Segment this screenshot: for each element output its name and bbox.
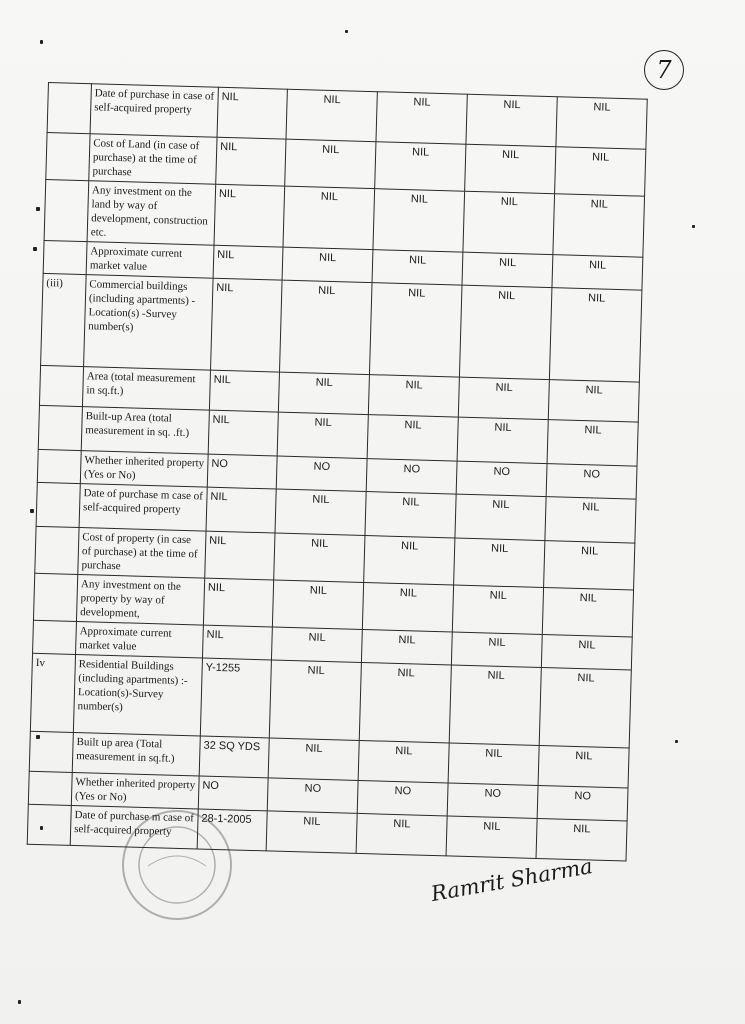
row-value-cell: NIL bbox=[268, 738, 359, 780]
signature: Ramrit Sharma bbox=[429, 853, 595, 907]
row-value-cell: 28-1-2005 bbox=[197, 809, 267, 851]
scan-speck bbox=[345, 30, 348, 33]
row-value-cell: NIL bbox=[553, 194, 645, 257]
row-serial-number bbox=[33, 620, 77, 654]
row-label: Date of purchase m case of self-acquired property bbox=[70, 805, 198, 849]
row-label: Cost of property (in case of purchase) at the time of purchase bbox=[78, 528, 206, 579]
row-value-cell: NIL bbox=[458, 377, 549, 419]
row-value-cell: NO bbox=[366, 459, 457, 495]
row-value-cell: NIL bbox=[465, 144, 556, 193]
row-value-cell: NIL bbox=[372, 250, 463, 286]
row-value-cell: NIL bbox=[454, 538, 545, 587]
row-value-cell: NO bbox=[447, 783, 538, 819]
row-value-cell: 32 SQ YDS bbox=[199, 736, 269, 778]
row-value-cell: NIL bbox=[373, 189, 465, 252]
official-seal-stamp bbox=[118, 806, 236, 924]
row-serial-number bbox=[28, 771, 72, 805]
row-label: Any investment on the land by way of development, construction etc. bbox=[87, 181, 216, 246]
row-serial-number bbox=[43, 240, 87, 274]
row-value-cell: NIL bbox=[216, 137, 286, 186]
page-number: 7 bbox=[656, 56, 672, 84]
property-table-wrap bbox=[27, 82, 648, 861]
row-value-cell: NO bbox=[357, 780, 448, 816]
row-value-cell: NIL bbox=[269, 660, 361, 740]
row-serial-number: Iv bbox=[30, 653, 75, 732]
row-value-cell: NIL bbox=[266, 811, 357, 853]
row-value-cell: NO bbox=[456, 461, 547, 497]
row-value-cell: NIL bbox=[285, 139, 376, 188]
row-label: Residential Buildings (including apartments) :- Location(s)-Survey number(s) bbox=[73, 654, 202, 736]
row-value-cell: NIL bbox=[362, 583, 453, 632]
row-value-cell: NIL bbox=[539, 668, 631, 748]
row-serial-number bbox=[44, 179, 89, 241]
scan-speck bbox=[40, 40, 43, 44]
row-value-cell: NIL bbox=[356, 813, 447, 855]
row-serial-number bbox=[27, 804, 71, 845]
row-serial-number bbox=[37, 449, 81, 483]
row-label: Any investment on the property by way of development, bbox=[76, 575, 204, 626]
row-value-cell: NIL bbox=[205, 531, 275, 580]
scan-speck bbox=[30, 509, 34, 513]
row-value-cell: NIL bbox=[271, 627, 362, 663]
row-value-cell: NIL bbox=[203, 578, 273, 627]
row-value-cell: NIL bbox=[278, 372, 369, 414]
row-value-cell: NIL bbox=[368, 375, 459, 417]
row-value-cell: NIL bbox=[364, 536, 455, 585]
row-value-cell: NIL bbox=[462, 252, 553, 288]
row-value-cell: NO bbox=[276, 456, 367, 492]
row-value-cell: NIL bbox=[359, 662, 451, 742]
row-value-cell: NIL bbox=[547, 420, 638, 466]
row-label: Date of purchase in case of self-acquired property bbox=[90, 84, 218, 138]
row-value-cell: NIL bbox=[536, 818, 627, 860]
row-serial-number bbox=[36, 482, 80, 527]
row-value-cell: NIL bbox=[375, 142, 466, 191]
row-value-cell: NIL bbox=[455, 494, 546, 540]
row-value-cell: NO bbox=[546, 464, 637, 500]
row-value-cell: NIL bbox=[544, 541, 635, 590]
row-value-cell: NIL bbox=[545, 497, 636, 543]
row-value-cell: NIL bbox=[214, 184, 285, 247]
row-label: Built up area (Total measurement in sq.ft.) bbox=[72, 732, 200, 776]
row-value-cell: NIL bbox=[361, 629, 452, 665]
row-serial-number bbox=[33, 573, 77, 621]
row-value-cell: NIL bbox=[459, 285, 552, 379]
row-label: Built-up Area (total measurement in sq. .ft.) bbox=[81, 407, 209, 455]
row-value-cell: NIL bbox=[208, 410, 278, 456]
row-value-cell: NIL bbox=[217, 87, 287, 139]
scan-speck bbox=[692, 225, 695, 228]
row-value-cell: NIL bbox=[209, 370, 279, 412]
row-value-cell: NIL bbox=[202, 625, 272, 660]
row-value-cell: NIL bbox=[274, 533, 365, 582]
row-serial-number bbox=[38, 405, 82, 450]
row-value-cell: NIL bbox=[446, 816, 537, 858]
row-value-cell: NIL bbox=[286, 89, 377, 141]
row-value-cell: NIL bbox=[449, 665, 541, 745]
row-value-cell: NIL bbox=[452, 585, 543, 634]
row-label: Cost of Land (in case of purchase) at the time of purchase bbox=[89, 134, 217, 185]
row-label: Commercial buildings (including apartments) -Location(s) -Survey number(s) bbox=[84, 275, 214, 371]
property-table-body bbox=[27, 83, 647, 861]
row-label: Whether inherited property (Yes or No) bbox=[71, 772, 199, 809]
scan-speck bbox=[36, 735, 40, 739]
row-value-cell: NIL bbox=[367, 415, 458, 461]
row-serial-number bbox=[39, 365, 83, 406]
scan-speck bbox=[675, 740, 678, 743]
row-value-cell: NIL bbox=[358, 740, 449, 782]
row-label: Date of purchase m case of self-acquired property bbox=[79, 484, 207, 532]
row-value-cell: NIL bbox=[282, 247, 373, 283]
scan-speck bbox=[33, 247, 37, 251]
row-value-cell: NIL bbox=[555, 147, 646, 196]
row-value-cell: NIL bbox=[542, 588, 633, 637]
row-value-cell: NIL bbox=[466, 94, 557, 146]
row-value-cell: NO bbox=[537, 785, 628, 821]
row-value-cell: NIL bbox=[451, 632, 542, 668]
row-value-cell: NIL bbox=[211, 278, 283, 372]
row-value-cell: NIL bbox=[277, 412, 368, 458]
row-value-cell: NO bbox=[267, 778, 358, 814]
scan-speck bbox=[36, 207, 40, 211]
row-value-cell: NIL bbox=[376, 92, 467, 144]
scan-speck bbox=[18, 1000, 21, 1004]
row-label: Approximate current market value bbox=[76, 622, 204, 659]
row-value-cell: NIL bbox=[548, 380, 639, 422]
page-number-circle bbox=[644, 50, 684, 90]
row-value-cell: NIL bbox=[457, 417, 548, 463]
row-serial-number bbox=[46, 132, 90, 180]
row-serial-number: (iii) bbox=[41, 273, 87, 366]
row-value-cell: NIL bbox=[538, 745, 629, 787]
row-value-cell: NO bbox=[198, 776, 268, 811]
row-value-cell: NIL bbox=[552, 255, 643, 291]
table-row bbox=[41, 273, 642, 382]
row-value-cell: NIL bbox=[448, 743, 539, 785]
row-value-cell: NIL bbox=[272, 580, 363, 629]
row-value-cell: NO bbox=[207, 454, 277, 489]
row-label: Approximate current market value bbox=[86, 242, 214, 279]
row-serial-number bbox=[47, 83, 91, 134]
row-value-cell: NIL bbox=[275, 489, 366, 535]
row-label: Whether inherited property (Yes or No) bbox=[80, 451, 208, 488]
row-value-cell: NIL bbox=[556, 97, 647, 149]
row-serial-number bbox=[35, 526, 79, 574]
row-value-cell: NIL bbox=[541, 635, 632, 671]
row-value-cell: NIL bbox=[213, 245, 283, 280]
property-table bbox=[27, 82, 648, 861]
row-value-cell: NIL bbox=[283, 186, 375, 249]
row-value-cell: NIL bbox=[279, 280, 372, 374]
row-value-cell: NIL bbox=[549, 288, 642, 382]
row-value-cell: NIL bbox=[369, 283, 462, 377]
scan-speck bbox=[40, 826, 43, 830]
row-value-cell: NIL bbox=[365, 492, 456, 538]
row-label: Area (total measurement in sq.ft.) bbox=[82, 367, 210, 411]
row-value-cell: Y-1255 bbox=[200, 658, 271, 738]
row-value-cell: NIL bbox=[463, 191, 555, 254]
row-value-cell: NIL bbox=[206, 487, 276, 533]
